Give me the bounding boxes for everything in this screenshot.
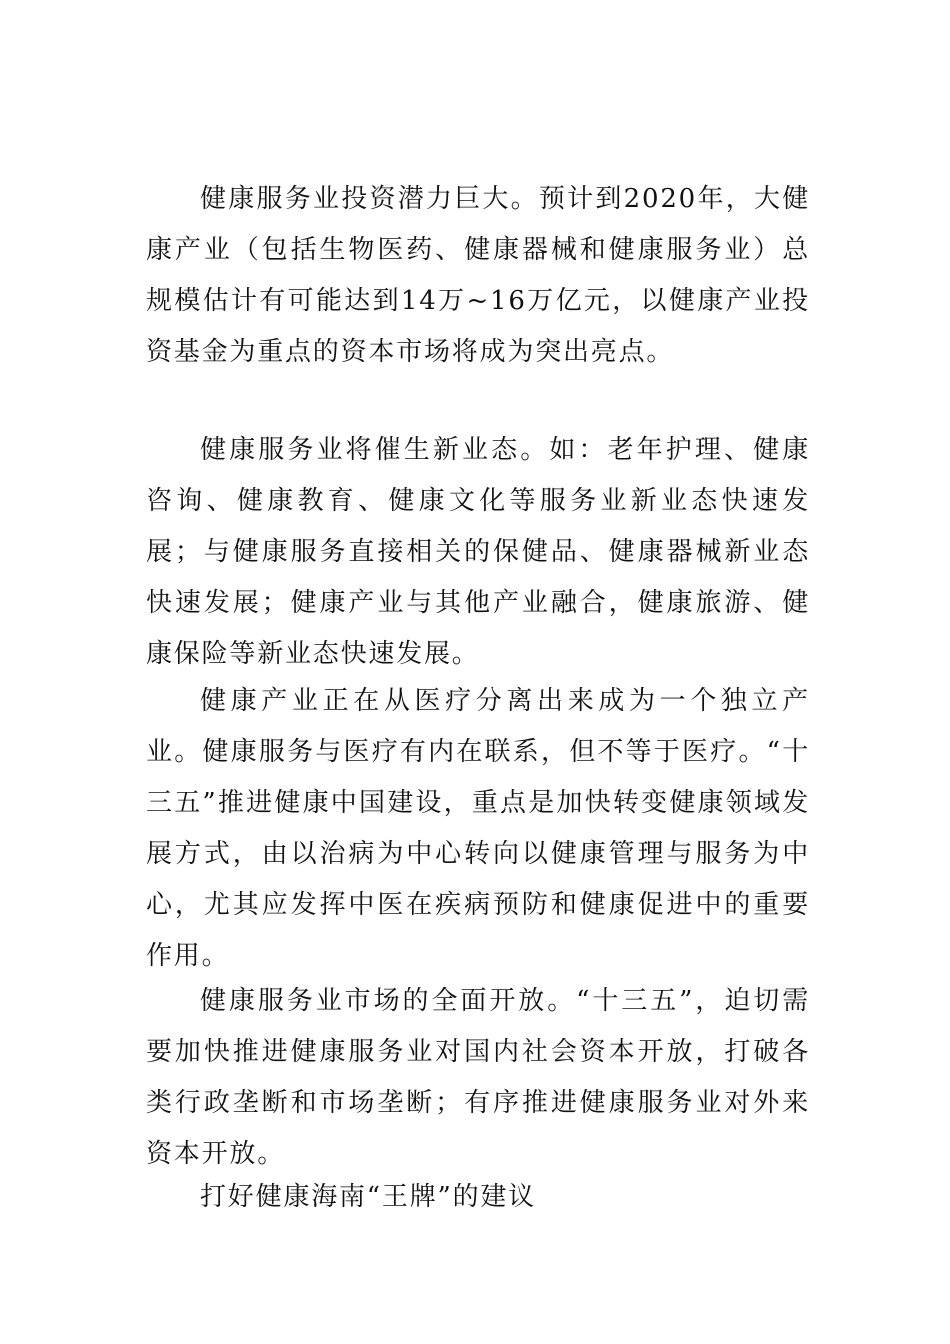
paragraph-market-opening: 健康服务业市场的全面开放。“十三五”，迫切需要加快推进健康服务业对国内社会资本开放，打破各类行政垄断和市场垄断；有序推进健康服务业对外来资本开放。 [146, 986, 810, 1169]
section-heading-suggestions: 打好健康海南“王牌”的建议 [200, 1182, 536, 1212]
paragraph-investment-potential: 健康服务业投资潜力巨大。预计到2020年，大健康产业（包括生物医药、健康器械和健康服务业）总规模估计有可能达到14万~16万亿元，以健康产业投资基金为重点的资本市场将成为突出亮点。 [146, 184, 810, 367]
paragraph-new-business-forms: 健康服务业将催生新业态。如：老年护理、健康咨询、健康教育、健康文化等服务业新业态快速发展；与健康服务直接相关的保健品、健康器械新业态快速发展；健康产业与其他产业融合，健康旅游、健康保险等新业态快速发展。 [146, 435, 810, 669]
paragraph-independent-industry: 健康产业正在从医疗分离出来成为一个独立产业。健康服务与医疗有内在联系，但不等于医疗。“十三五”推进健康中国建设，重点是加快转变健康领域发展方式，由以治病为中心转向以健康管理与服务为中心，尤其应发挥中医在疾病预防和健康促进中的重要作用。 [146, 686, 810, 971]
